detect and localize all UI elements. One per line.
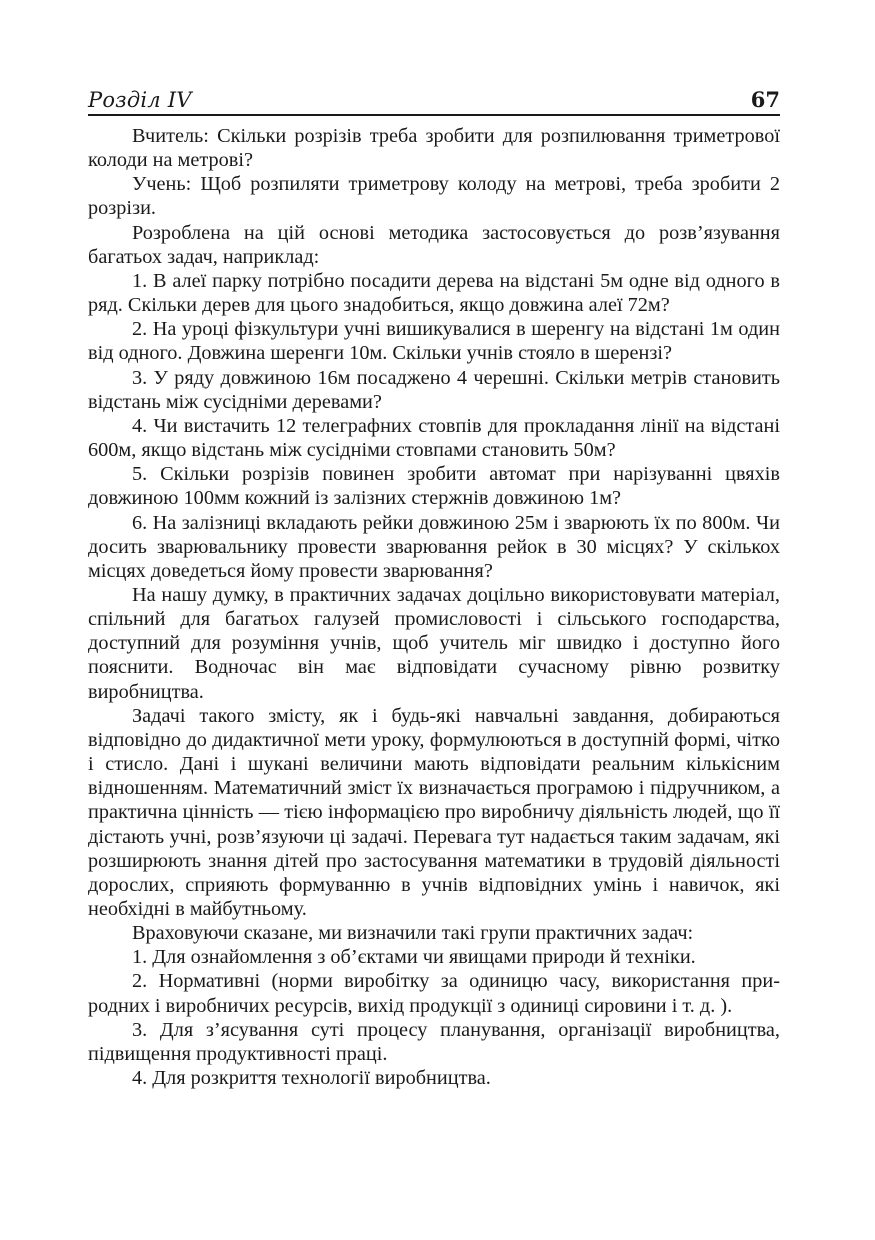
paragraph-task-4: 4. Чи вистачить 12 телеграфних стовпів для прокладання лінії на відстані 600м, якщо відстань між сусідніми стовпами становить 50м? — [88, 414, 780, 462]
paragraph-task-2: 2. На уроці фізкультури учні вишикувалися в шеренгу на відстані 1м один від одного. Довжина шеренги 10м. Скільки учнів стояло в шерензі? — [88, 318, 780, 365]
paragraph-task-1: 1. В алеї парку потрібно посадити дерева на відстані 5м одне від одного в ряд. Скільки дерев для цього знадобиться, якщо довжина алеї 72м? — [88, 269, 780, 317]
paragraph-content-tasks: Задачі такого змісту, як і будь-які навчальні завдання, добираються відповідно до дидактичної мети уроку, формулюються в доступній формі, чітко і стисло. Дані і шукані величини мають відповідати реальним кількісним відношенням. Математичний зміст їх визначається програмою і підручником, а практична цінність — тією інформацією про виробничу діяльність людей, що її дістають учні, розв’язуючи ці задачі. Перевага тут надається таким задачам, які розширюють знання дітей про застосування математики в трудовій діяльності дорослих, сприяють формуванню в учнів відповідних умінь і навичок, які необхідні в майбутньому. — [88, 704, 780, 920]
paragraph-group-4: 4. Для розкриття технології виробництва. — [132, 1067, 491, 1090]
paragraph-group-1: 1. Для ознайомлення з об’єктами чи явищами природи й техніки. — [132, 946, 696, 969]
paragraph-opinion: На нашу думку, в практичних задачах доцільно використовувати матеріал, спільний для багатьох галузей промисловості і сільського господарства, доступний для розуміння учнів, щоб учитель міг швидко і доступно його пояснити. Водночас він має відповідати сучасному рівню розвитку виробництва. — [88, 583, 780, 703]
paragraph-method-intro: Розроблена на цій основі методика застосовується до розв’язування багатьох задач, наприклад: — [88, 221, 780, 268]
running-header — [88, 84, 780, 116]
paragraph-teacher-question: Вчитель: Скільки розрізів треба зробити для розпилювання триметрової колоди на метрові? — [88, 125, 780, 172]
paragraph-group-2: 2. Нормативні (норми виробітку за одиницю часу, використання природних і виробничих ресурсів, вихід продукції з одиниці сировини і т. д. ). — [88, 970, 780, 1017]
paragraph-task-5: 5. Скільки розрізів повинен зробити автомат при нарізуванні цвяхів довжиною 100мм кожний із залізних стержнів довжиною 1м? — [88, 463, 780, 510]
body-text — [88, 124, 780, 1090]
paragraph-task-6: 6. На залізниці вкладають рейки довжиною 25м і зварюють їх по 800м. Чи досить зварювальнику провести зварювання рейок в 30 місцях? У скількох місцях доведеться йому провести зварювання? — [88, 511, 780, 582]
paragraph-task-3: 3. У ряду довжиною 16м посаджено 4 черешні. Скільки метрів становить відстань між сусідніми деревами? — [88, 366, 780, 413]
book-page — [88, 84, 780, 1090]
section-title: Розділ IV — [88, 88, 192, 112]
paragraph-groups-intro: Враховуючи сказане, ми визначили такі групи практичних задач: — [132, 922, 694, 945]
paragraph-student-answer: Учень: Щоб розпиляти триметрову колоду на метрові, треба зробити 2 розрізи. — [88, 173, 780, 220]
page-number: 67 — [750, 87, 780, 112]
paragraph-group-3: 3. Для з’ясування суті процесу планування, організації виробництва, підвищення продуктивності праці. — [88, 1018, 780, 1065]
